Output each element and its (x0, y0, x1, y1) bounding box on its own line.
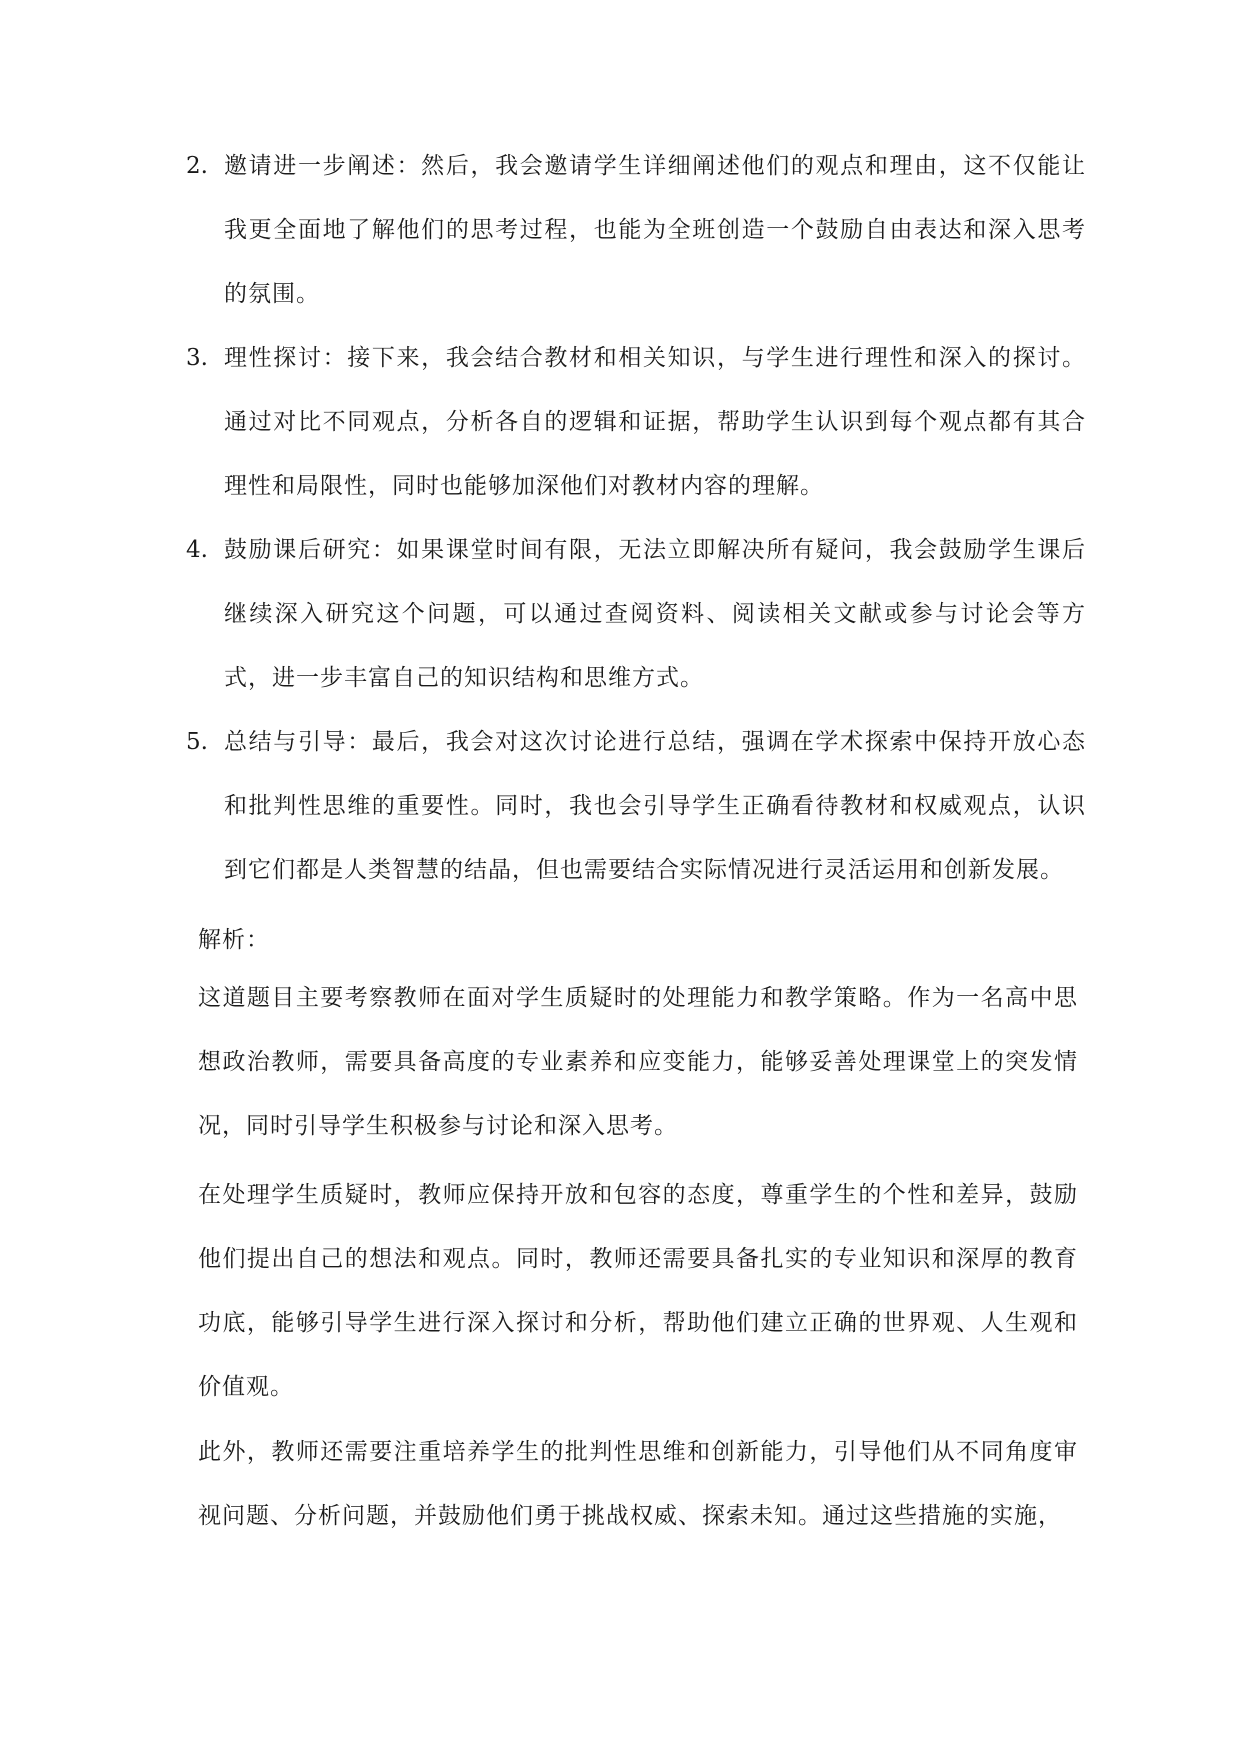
list-number: 2. (186, 153, 208, 179)
analysis-paragraph-1: 这道题目主要考察教师在面对学生质疑时的处理能力和教学策略。作为一名高中思想政治教师，需要具备高度的专业素养和应变能力，能够妥善处理课堂上的突发情况，同时引导学生积极参与讨论和深入思考。 (198, 985, 1078, 1139)
list-item-text: 总结与引导：最后，我会对这次讨论进行总结，强调在学术探索中保持开放心态和批判性思维的重要性。同时，我也会引导学生正确看待教材和权威观点，认识到它们都是人类智慧的结晶，但也需要结合实际情况进行灵活运用和创新发展。 (224, 729, 1086, 883)
analysis-paragraph-2: 在处理学生质疑时，教师应保持开放和包容的态度，尊重学生的个性和差异，鼓励他们提出自己的想法和观点。同时，教师还需要具备扎实的专业知识和深厚的教育功底，能够引导学生进行深入探讨和分析，帮助他们建立正确的世界观、人生观和价值观。 (198, 1182, 1078, 1400)
list-item-text: 邀请进一步阐述：然后，我会邀请学生详细阐述他们的观点和理由，这不仅能让我更全面地了解他们的思考过程，也能为全班创造一个鼓励自由表达和深入思考的氛围。 (224, 153, 1086, 307)
list-number: 5. (186, 729, 208, 755)
list-number: 3. (186, 345, 208, 371)
analysis-heading: 解析： (198, 927, 270, 953)
analysis-paragraph-3: 此外，教师还需要注重培养学生的批判性思维和创新能力，引导他们从不同角度审视问题、分析问题，并鼓励他们勇于挑战权威、探索未知。通过这些措施的实施， (198, 1439, 1078, 1529)
list-item-2 (186, 134, 1086, 326)
list-item-5 (186, 710, 1086, 902)
list-item-text: 理性探讨：接下来，我会结合教材和相关知识，与学生进行理性和深入的探讨。通过对比不同观点，分析各自的逻辑和证据，帮助学生认识到每个观点都有其合理性和局限性，同时也能够加深他们对教材内容的理解。 (224, 345, 1086, 499)
list-item-text: 鼓励课后研究：如果课堂时间有限，无法立即解决所有疑问，我会鼓励学生课后继续深入研究这个问题，可以通过查阅资料、阅读相关文献或参与讨论会等方式，进一步丰富自己的知识结构和思维方式。 (224, 537, 1086, 691)
list-item-3 (186, 326, 1086, 518)
list-item-4 (186, 518, 1086, 710)
list-number: 4. (186, 537, 208, 563)
